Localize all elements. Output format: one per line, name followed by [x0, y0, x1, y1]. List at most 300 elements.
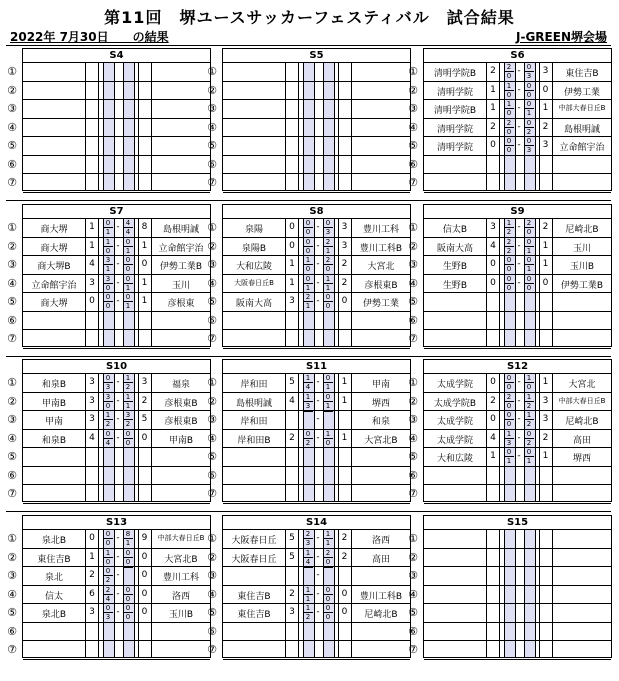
- row-divider: [223, 392, 410, 393]
- match-number: ①: [7, 532, 17, 545]
- home-team: 甲南B: [41, 398, 67, 409]
- second-half-score: 0: [526, 90, 532, 99]
- first-half-score: 1: [303, 604, 313, 613]
- row-divider: [223, 548, 410, 549]
- match-number: ③: [408, 102, 418, 115]
- row-divider: [223, 640, 410, 641]
- row-divider: [424, 255, 611, 256]
- away-score: 2: [542, 432, 549, 443]
- first-half-score: [323, 411, 333, 412]
- home-half-scores: [504, 256, 514, 273]
- second-half-score: 4: [105, 594, 111, 603]
- first-half-score: 0: [504, 374, 514, 383]
- home-team: 太成学院: [436, 435, 473, 446]
- second-half-score: 4: [105, 438, 111, 447]
- away-half-scores: [524, 137, 534, 154]
- row-divider: [23, 274, 210, 275]
- row-divider: [223, 466, 410, 467]
- second-half-score: 1: [105, 228, 111, 236]
- first-half-score: 0: [504, 411, 514, 420]
- row-divider: [23, 237, 210, 238]
- score-separator: -: [116, 259, 120, 269]
- away-half-scores: [524, 63, 534, 80]
- home-score: 5: [289, 551, 295, 562]
- match-number: ⑥: [7, 468, 17, 482]
- first-half-score: 0: [303, 275, 313, 284]
- second-half-score: 0: [506, 127, 512, 136]
- home-half-scores: [103, 256, 113, 273]
- away-team: 立命館宇治: [559, 143, 605, 153]
- second-half-score: 0: [506, 90, 512, 99]
- home-team: 岸和田: [240, 380, 268, 390]
- away-team: 大宮北: [367, 262, 395, 272]
- first-half-score: 1: [103, 238, 113, 247]
- first-half-score: 0: [524, 119, 534, 128]
- row-divider: [424, 566, 611, 567]
- away-team: 甲南B: [168, 435, 194, 446]
- score-separator: -: [517, 414, 521, 424]
- match-number: ⑤: [207, 295, 217, 308]
- match-number: ④: [408, 120, 418, 134]
- match-number: ④: [207, 431, 217, 445]
- home-half-scores: [504, 63, 514, 80]
- home-score: 6: [89, 588, 95, 599]
- second-half-score: 1: [125, 539, 131, 547]
- second-half-score: 0: [325, 594, 331, 603]
- match-number: ①: [207, 376, 217, 389]
- away-score: 3: [542, 140, 549, 150]
- second-half-score: 0: [325, 613, 331, 621]
- first-half-score: 0: [323, 293, 333, 302]
- match-number: ⑥: [7, 313, 17, 327]
- first-half-score: 2: [504, 63, 514, 72]
- venue-name: J-GREEN堺会場: [516, 30, 607, 44]
- home-team: 東住吉B: [237, 610, 271, 620]
- second-half-score: 0: [105, 539, 111, 547]
- home-team: 清明学院B: [433, 106, 477, 116]
- second-half-score: 1: [305, 283, 311, 292]
- match-number: ③: [7, 569, 17, 582]
- score-separator: -: [116, 395, 120, 406]
- row-divider: [23, 622, 210, 623]
- home-score: 3: [89, 607, 95, 617]
- score-separator: -: [316, 570, 320, 580]
- row-divider: [23, 585, 210, 586]
- second-half-score: 1: [305, 594, 311, 603]
- away-score: 2: [542, 222, 549, 232]
- match-number: ⑥: [7, 157, 17, 171]
- first-half-score: 0: [123, 293, 133, 302]
- second-half-score: 3: [105, 613, 111, 621]
- first-half-score: 2: [504, 238, 514, 247]
- block-s15: [408, 515, 612, 658]
- block-header: S5: [223, 49, 410, 63]
- home-score: 1: [89, 551, 95, 562]
- match-number: ④: [207, 276, 217, 290]
- score-separator: -: [316, 377, 320, 387]
- row-divider: [23, 292, 210, 293]
- first-half-score: 1: [504, 100, 514, 109]
- second-half-score: 0: [305, 228, 311, 236]
- home-half-scores: [103, 530, 113, 547]
- home-score: 3: [289, 296, 295, 306]
- first-half-score: 1: [524, 374, 534, 383]
- score-separator: -: [116, 533, 120, 543]
- home-team: 大阪春日丘: [231, 554, 277, 565]
- second-half-score: 2: [526, 401, 532, 410]
- row-divider: [23, 640, 210, 641]
- first-half-score: [303, 411, 313, 412]
- away-team: 中部大春日丘B: [558, 104, 606, 112]
- row-divider: [223, 274, 410, 275]
- score-separator: -: [116, 570, 120, 580]
- away-score: 2: [341, 533, 348, 543]
- first-half-score: 0: [103, 530, 113, 539]
- home-team: 泉陽: [244, 225, 263, 235]
- away-half-scores: [123, 430, 133, 447]
- match-number: ④: [408, 587, 418, 601]
- home-half-scores: [303, 530, 313, 547]
- first-half-score: 1: [303, 586, 313, 595]
- second-half-score: 0: [125, 557, 131, 566]
- row-divider: [424, 447, 611, 448]
- block-header: S12: [424, 360, 611, 374]
- second-half-score: 1: [125, 283, 131, 292]
- match-number: ④: [408, 276, 418, 290]
- home-team: 大阪春日丘B: [234, 278, 274, 287]
- block-header: S7: [23, 205, 210, 219]
- home-score: 1: [490, 103, 496, 113]
- home-half-scores: [504, 238, 514, 255]
- home-score: 0: [490, 140, 496, 150]
- away-team: 島根明誠: [162, 225, 199, 235]
- row-divider: [223, 348, 410, 349]
- away-score: 3: [542, 414, 549, 424]
- second-half-score: 0: [125, 438, 131, 447]
- row-divider: [424, 622, 611, 623]
- first-half-score: 0: [123, 549, 133, 558]
- block-header: S6: [424, 49, 611, 63]
- row-divider: [223, 192, 410, 193]
- first-half-score: 0: [303, 219, 313, 228]
- score-separator: -: [116, 377, 120, 387]
- row-divider: [23, 81, 210, 82]
- match-number: ①: [207, 532, 217, 545]
- second-half-score: 0: [305, 246, 311, 255]
- first-half-score: 8: [123, 530, 133, 539]
- row-divider: [23, 447, 210, 448]
- second-half-score: 1: [325, 246, 331, 255]
- second-half-score: 0: [105, 283, 111, 292]
- score-separator: -: [116, 222, 120, 232]
- home-score: 4: [89, 432, 95, 443]
- home-score: 0: [490, 259, 496, 269]
- home-team: 島根明誠: [235, 398, 272, 409]
- away-score: 0: [341, 607, 348, 617]
- first-half-score: 0: [524, 100, 534, 109]
- away-team: 彦根東B: [164, 417, 198, 427]
- away-team: 彦根東B: [164, 398, 198, 409]
- home-half-scores: [103, 238, 113, 255]
- row-divider: [223, 484, 410, 485]
- match-number: ②: [207, 83, 217, 97]
- row-divider: [223, 566, 410, 567]
- row-divider: [223, 410, 410, 411]
- second-half-score: 3: [305, 401, 311, 410]
- home-team: 泉陽B: [241, 243, 267, 254]
- home-half-scores: [103, 549, 113, 566]
- away-team: 伊勢工業: [362, 299, 399, 309]
- row-divider: [23, 566, 210, 567]
- first-half-score: 0: [504, 256, 514, 265]
- second-half-score: 0: [506, 146, 512, 154]
- match-number: ③: [7, 102, 17, 115]
- first-half-score: 2: [103, 586, 113, 595]
- second-half-score: 0: [325, 265, 331, 273]
- score-separator: -: [517, 103, 521, 113]
- away-team: 伊勢工業B: [560, 280, 604, 291]
- match-number: ⑦: [7, 332, 17, 345]
- away-team: 玉川: [171, 280, 190, 291]
- first-half-score: 1: [303, 549, 313, 558]
- first-half-score: 1: [303, 393, 313, 402]
- second-half-score: 0: [526, 383, 532, 391]
- match-number: ②: [207, 550, 217, 564]
- score-separator: -: [517, 240, 521, 251]
- away-half-scores: [323, 586, 333, 603]
- home-half-scores: [504, 82, 514, 99]
- first-half-score: 0: [123, 586, 133, 595]
- row-divider: [223, 155, 410, 156]
- away-team: 福泉: [171, 380, 190, 390]
- home-half-scores: [504, 430, 514, 447]
- away-half-scores: [123, 219, 133, 236]
- away-half-scores: [524, 374, 534, 391]
- second-half-score: 0: [506, 383, 512, 391]
- first-half-score: 0: [524, 82, 534, 91]
- away-score: 0: [341, 296, 348, 306]
- row-divider: [424, 192, 611, 193]
- away-half-scores: [123, 567, 133, 568]
- first-half-score: 1: [504, 82, 514, 91]
- first-half-score: 2: [323, 256, 333, 265]
- row-divider: [424, 237, 611, 238]
- home-team: 商大堺: [40, 243, 68, 254]
- match-number: ①: [408, 65, 418, 78]
- section-divider: [6, 356, 611, 357]
- home-half-scores: [303, 374, 313, 391]
- away-half-scores: [123, 530, 133, 547]
- home-half-scores: [504, 219, 514, 236]
- away-half-scores: [123, 293, 133, 310]
- match-number: ③: [207, 569, 217, 582]
- second-half-score: 0: [506, 72, 512, 80]
- second-half-score: 1: [105, 265, 111, 273]
- away-team: 尼崎北B: [364, 610, 398, 620]
- away-half-scores: [123, 411, 133, 428]
- home-team: 泉北B: [41, 536, 67, 546]
- second-half-score: 1: [526, 109, 532, 117]
- home-half-scores: [103, 567, 113, 584]
- block-s12: [408, 359, 612, 502]
- home-score: 4: [289, 395, 295, 406]
- home-team: 東住吉B: [37, 554, 71, 565]
- away-team: 和泉: [371, 417, 390, 427]
- match-number: ⑥: [207, 624, 217, 638]
- home-half-scores: [103, 374, 113, 391]
- row-divider: [23, 429, 210, 430]
- row-divider: [424, 292, 611, 293]
- second-half-score: 0: [506, 420, 512, 428]
- second-half-score: 0: [105, 401, 111, 410]
- match-number: ③: [207, 102, 217, 115]
- away-half-scores: [524, 411, 534, 428]
- row-divider: [424, 410, 611, 411]
- block-s10: [7, 359, 211, 502]
- match-number: ④: [207, 120, 217, 134]
- match-number: ⑦: [207, 643, 217, 656]
- home-score: 1: [89, 222, 95, 232]
- home-half-scores: [303, 411, 313, 412]
- first-half-score: 1: [123, 393, 133, 402]
- first-half-score: 0: [524, 275, 534, 284]
- away-half-scores: [524, 448, 534, 465]
- row-divider: [223, 585, 410, 586]
- score-separator: -: [116, 607, 120, 617]
- block-header: S4: [23, 49, 210, 63]
- second-half-score: 3: [526, 72, 532, 80]
- block-header: S11: [223, 360, 410, 374]
- home-team: 和泉B: [41, 380, 67, 390]
- block-s8: [207, 204, 411, 347]
- match-number: ⑥: [207, 313, 217, 327]
- block-header: S8: [223, 205, 410, 219]
- home-team: 信太B: [442, 225, 468, 235]
- match-number: ①: [207, 65, 217, 78]
- match-number: ①: [408, 221, 418, 234]
- first-half-score: 0: [303, 430, 313, 439]
- match-number: ②: [408, 550, 418, 564]
- block-header: S15: [424, 516, 611, 530]
- away-team: 高田: [371, 554, 390, 565]
- score-separator: -: [517, 395, 521, 406]
- home-score: 1: [289, 259, 295, 269]
- match-number: ③: [7, 413, 17, 426]
- away-half-scores: [524, 393, 534, 410]
- match-number: ②: [408, 83, 418, 97]
- away-team: 豊川工科: [162, 573, 199, 583]
- first-half-score: 3: [103, 275, 113, 284]
- first-half-score: 0: [504, 448, 514, 457]
- away-team: 洛西: [171, 591, 190, 602]
- second-half-score: 2: [305, 438, 311, 447]
- row-divider: [223, 99, 410, 100]
- home-team: 立命館宇治: [31, 280, 77, 291]
- away-score: 0: [141, 607, 148, 617]
- home-half-scores: [303, 430, 313, 447]
- home-team: 清明学院: [436, 143, 473, 153]
- first-half-score: 0: [103, 219, 113, 228]
- away-half-scores: [524, 256, 534, 273]
- second-half-score: 3: [305, 539, 311, 547]
- away-half-scores: [323, 530, 333, 547]
- home-score: 0: [289, 222, 295, 232]
- row-divider: [23, 311, 210, 312]
- away-half-scores: [524, 430, 534, 447]
- away-team: 玉川B: [168, 610, 194, 620]
- row-divider: [223, 503, 410, 504]
- score-separator: -: [517, 377, 521, 387]
- score-separator: -: [517, 84, 521, 95]
- first-half-score: 0: [103, 374, 113, 383]
- home-score: 0: [490, 277, 496, 288]
- away-score: 2: [141, 395, 148, 406]
- home-score: 3: [89, 414, 95, 424]
- second-half-score: 2: [305, 613, 311, 621]
- home-half-scores: [504, 374, 514, 391]
- home-half-scores: [103, 219, 113, 236]
- home-team: 信太: [44, 591, 63, 602]
- away-team: 大宮北B: [364, 435, 398, 446]
- match-number: ④: [7, 587, 17, 601]
- home-half-scores: [303, 549, 313, 566]
- row-divider: [424, 484, 611, 485]
- home-team: 太成学院B: [433, 398, 477, 409]
- home-team: 大和広陵: [436, 454, 473, 464]
- home-half-scores: [303, 567, 313, 568]
- match-number: ⑥: [207, 468, 217, 482]
- block-header: S13: [23, 516, 210, 530]
- first-half-score: 0: [103, 567, 113, 576]
- match-number: ④: [207, 587, 217, 601]
- row-divider: [23, 659, 210, 660]
- home-team: 商大堺: [40, 225, 68, 235]
- home-team: 大和広陵: [235, 262, 272, 272]
- score-separator: -: [517, 222, 521, 232]
- home-half-scores: [103, 411, 113, 428]
- match-number: ⑦: [408, 332, 418, 345]
- away-score: 3: [341, 240, 348, 251]
- match-number: ⑥: [408, 624, 418, 638]
- block-s7: [7, 204, 211, 347]
- row-divider: [223, 329, 410, 330]
- away-team: 玉川B: [569, 262, 595, 272]
- away-score: 0: [141, 432, 148, 443]
- row-divider: [23, 192, 210, 193]
- away-team: 尼崎北B: [565, 417, 599, 427]
- row-divider: [23, 99, 210, 100]
- home-team: 泉北B: [41, 610, 67, 620]
- match-number: ⑦: [7, 487, 17, 500]
- away-half-scores: [123, 393, 133, 410]
- away-score: 2: [341, 259, 348, 269]
- second-half-score: 2: [526, 420, 532, 428]
- away-half-scores: [323, 374, 333, 391]
- second-half-score: 1: [325, 283, 331, 292]
- home-score: 3: [289, 607, 295, 617]
- first-half-score: 0: [123, 256, 133, 265]
- home-score: 0: [89, 533, 95, 543]
- away-team: 中部大春日丘B: [558, 396, 606, 405]
- home-team: 泉北: [44, 573, 63, 583]
- second-half-score: 4: [125, 228, 131, 236]
- away-half-scores: [123, 374, 133, 391]
- home-half-scores: [103, 275, 113, 292]
- row-divider: [424, 503, 611, 504]
- section-divider: [6, 200, 611, 201]
- second-half-score: 0: [325, 302, 331, 310]
- match-number: ②: [408, 394, 418, 408]
